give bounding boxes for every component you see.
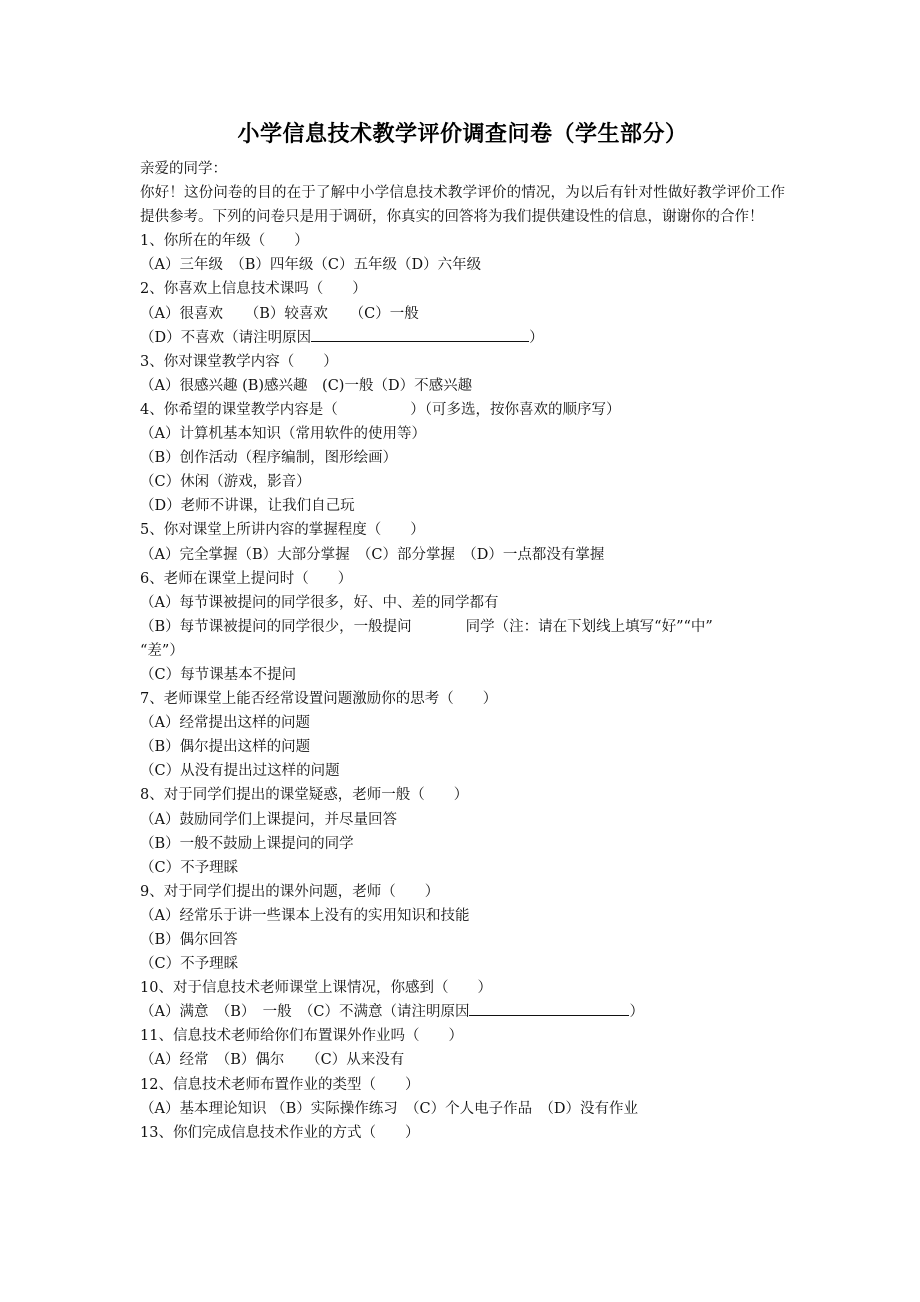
question-3-options: （A）很感兴趣 (B)感兴趣 (C)一般（D）不感兴趣 (140, 377, 473, 394)
reason-blank[interactable] (311, 327, 529, 342)
question-1: 1、你所在的年级（ ） (140, 233, 309, 250)
question-4-option-a: （A）计算机基本知识（常用软件的使用等） (140, 426, 426, 443)
question-5-options: （A）完全掌握（B）大部分掌握 （C）部分掌握 （D）一点都没有掌握 (140, 546, 605, 563)
intro-paragraph: 你好！这份问卷的目的在于了解中小学信息技术教学评价的情况，为以后有针对性做好教学评价工作提供参考。下列的问卷只是用于调研，你真实的回答将为我们提供建设性的信息，谢谢你的合作！ (140, 185, 785, 226)
question-9-option-c: （C）不予理睬 (140, 956, 239, 973)
option-b-note: 同学（注：请在下划线上填写“好”“中” (465, 618, 713, 635)
question-6-option-a: （A）每节课被提问的同学很多，好、中、差的同学都有 (140, 594, 499, 611)
question-12: 12、信息技术老师布置作业的类型（ ） (140, 1076, 420, 1093)
option-d-label: （D）不喜欢（请注明原因 (140, 329, 312, 346)
question-9-option-a: （A）经常乐于讲一些课本上没有的实用知识和技能 (140, 907, 470, 924)
question-3: 3、你对课堂教学内容（ ） (140, 353, 338, 370)
question-4-option-c: （C）休闲（游戏，影音） (140, 474, 311, 491)
greeting: 亲爱的同学： (140, 161, 227, 177)
question-4-option-d: （D）老师不讲课，让我们自己玩 (140, 498, 355, 515)
question-8-option-c: （C）不予理睬 (140, 859, 239, 876)
question-4-option-b: （B）创作活动（程序编制，图形绘画） (140, 450, 398, 467)
question-8-option-b: （B）一般不鼓励上课提问的同学 (140, 835, 354, 852)
question-9: 9、对于同学们提出的课外问题，老师（ ） (140, 883, 440, 900)
questionnaire-page (140, 118, 785, 1145)
reason-blank[interactable] (469, 1001, 629, 1016)
question-2-option-d (140, 326, 785, 350)
question-13: 13、你们完成信息技术作业的方式（ ） (140, 1124, 420, 1141)
question-8: 8、对于同学们提出的课堂疑惑，老师一般（ ） (140, 787, 469, 804)
question-10-options (140, 1000, 785, 1024)
question-7-option-b: （B）偶尔提出这样的问题 (140, 739, 311, 756)
page-title: 小学信息技术教学评价调查问卷（学生部分） (237, 122, 688, 147)
question-5: 5、你对课堂上所讲内容的掌握程度（ ） (140, 522, 425, 539)
question-10: 10、对于信息技术老师课堂上课情况，你感到（ ） (140, 980, 492, 997)
question-1-options: （A）三年级 （B）四年级（C）五年级（D）六年级 (140, 257, 482, 274)
options-label: （A）满意 （B） 一般 （C）不满意（请注明原因 (140, 1004, 470, 1021)
question-6-option-c: （C）每节课基本不提问 (140, 666, 297, 683)
question-6: 6、老师在课堂上提问时（ ） (140, 570, 353, 587)
question-6-option-b-cont: “差”） (140, 642, 184, 659)
question-7-option-a: （A）经常提出这样的问题 (140, 715, 310, 732)
question-6-option-b (140, 615, 785, 639)
question-11-options: （A）经常 （B）偶尔 （C）从来没有 (140, 1052, 405, 1069)
question-12-options: （A）基本理论知识 （B）实际操作练习 （C）个人电子作品 （D）没有作业 (140, 1100, 638, 1117)
question-11: 11、信息技术老师给你们布置课外作业吗（ ） (140, 1028, 463, 1045)
options-close: ） (629, 1004, 644, 1021)
question-7-option-c: （C）从没有提出过这样的问题 (140, 763, 340, 780)
question-9-option-b: （B）偶尔回答 (140, 932, 238, 948)
option-d-close: ） (529, 329, 544, 346)
question-2-options: （A）很喜欢 （B）较喜欢 （C）一般 (140, 305, 419, 322)
question-4: 4、你希望的课堂教学内容是（ ）（可多选，按你喜欢的顺序写） (140, 401, 621, 418)
option-b-label: （B）每节课被提问的同学很少，一般提问 (140, 618, 412, 635)
question-8-option-a: （A）鼓励同学们上课提问，并尽量回答 (140, 811, 397, 828)
question-7: 7、老师课堂上能否经常设置问题激励你的思考（ ） (140, 691, 498, 708)
question-2: 2、你喜欢上信息技术课吗（ ） (140, 281, 367, 298)
